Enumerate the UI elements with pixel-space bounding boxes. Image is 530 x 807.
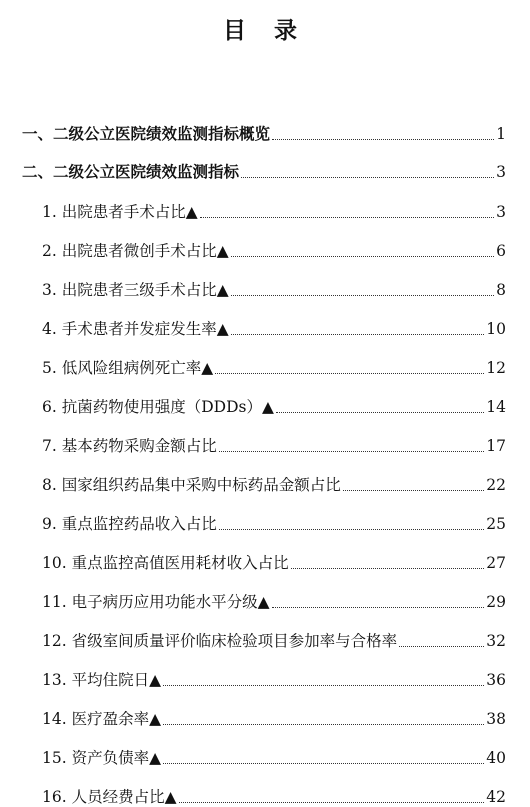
toc-entry-title: 10. 重点监控高值医用耗材收入占比 <box>42 554 289 572</box>
toc-entry-title: 16. 人员经费占比▲ <box>42 788 177 806</box>
dot-leader <box>343 490 485 491</box>
toc-entry[interactable] <box>0 467 530 495</box>
dot-leader <box>231 295 494 296</box>
toc-entry-title: 5. 低风险组病例死亡率▲ <box>42 359 214 377</box>
toc-entry-title: 6. 抗菌药物使用强度（DDDs）▲ <box>42 398 274 416</box>
toc-entry-title: 3. 出院患者三级手术占比▲ <box>42 281 229 299</box>
dot-leader <box>219 529 485 530</box>
toc-entry[interactable] <box>0 701 530 729</box>
toc-entry-title: 4. 手术患者并发症发生率▲ <box>42 320 229 338</box>
toc-entry-page-number: 10 <box>486 320 506 338</box>
toc-entry-page-number: 22 <box>486 476 506 494</box>
toc-entry-title: 14. 医疗盈余率▲ <box>42 710 161 728</box>
toc-entry[interactable] <box>0 545 530 573</box>
toc-entry-title: 11. 电子病历应用功能水平分级▲ <box>42 593 270 611</box>
dot-leader <box>179 802 485 803</box>
toc-entry-page-number: 32 <box>486 632 506 650</box>
toc-entry-title: 15. 资产负债率▲ <box>42 749 161 767</box>
toc-entry-page-number: 3 <box>496 203 506 221</box>
dot-leader <box>163 763 484 764</box>
toc-entry-page-number: 25 <box>486 515 506 533</box>
toc-entry-page-number: 42 <box>486 788 506 806</box>
dot-leader <box>200 217 494 218</box>
toc-entry[interactable] <box>0 154 530 182</box>
toc-entry-title: 12. 省级室间质量评价临床检验项目参加率与合格率 <box>42 632 398 650</box>
toc-entry-title: 13. 平均住院日▲ <box>42 671 161 689</box>
dot-leader <box>219 451 485 452</box>
dot-leader <box>399 646 484 647</box>
toc-entry[interactable] <box>0 116 530 144</box>
toc-entry-title: 7. 基本药物采购金额占比 <box>42 437 217 455</box>
toc-entry-title: 8. 国家组织药品集中采购中标药品金额占比 <box>42 476 341 494</box>
toc-entry-page-number: 38 <box>486 710 506 728</box>
dot-leader <box>272 139 494 140</box>
toc-entry-page-number: 3 <box>496 163 506 181</box>
toc-entry-title: 1. 出院患者手术占比▲ <box>42 203 198 221</box>
toc-entry[interactable] <box>0 272 530 300</box>
dot-leader <box>231 334 485 335</box>
toc-entry-page-number: 27 <box>486 554 506 572</box>
toc-entry[interactable] <box>0 623 530 651</box>
toc-entry-page-number: 6 <box>496 242 506 260</box>
toc-entry-page-number: 40 <box>486 749 506 767</box>
toc-entry[interactable] <box>0 350 530 378</box>
toc-entry-page-number: 36 <box>486 671 506 689</box>
page-title: 目 录 <box>222 18 307 44</box>
toc-entry[interactable] <box>0 740 530 768</box>
dot-leader <box>276 412 484 413</box>
toc-entry[interactable] <box>0 428 530 456</box>
dot-leader <box>272 607 485 608</box>
dot-leader <box>231 256 494 257</box>
toc-entry[interactable] <box>0 194 530 222</box>
dot-leader <box>291 568 485 569</box>
dot-leader <box>241 177 494 178</box>
toc-entry-page-number: 17 <box>486 437 506 455</box>
toc-entry-title: 2. 出院患者微创手术占比▲ <box>42 242 229 260</box>
toc-entry[interactable] <box>0 662 530 690</box>
toc-entry-page-number: 1 <box>496 125 506 143</box>
toc-entry-title: 一、二级公立医院绩效监测指标概览 <box>22 125 271 143</box>
toc-entry-page-number: 12 <box>486 359 506 377</box>
toc-entry[interactable] <box>0 584 530 612</box>
toc-entry-page-number: 29 <box>486 593 506 611</box>
dot-leader <box>163 724 484 725</box>
dot-leader <box>215 373 484 374</box>
toc-entry-title: 9. 重点监控药品收入占比 <box>42 515 217 533</box>
toc-entry-page-number: 14 <box>486 398 506 416</box>
toc-entry[interactable] <box>0 779 530 807</box>
toc-entry[interactable] <box>0 311 530 339</box>
toc-entry[interactable] <box>0 389 530 417</box>
toc-entry-page-number: 8 <box>496 281 506 299</box>
toc-entry[interactable] <box>0 233 530 261</box>
toc-entry[interactable] <box>0 506 530 534</box>
dot-leader <box>163 685 484 686</box>
toc-entry-title: 二、二级公立医院绩效监测指标 <box>22 163 240 181</box>
